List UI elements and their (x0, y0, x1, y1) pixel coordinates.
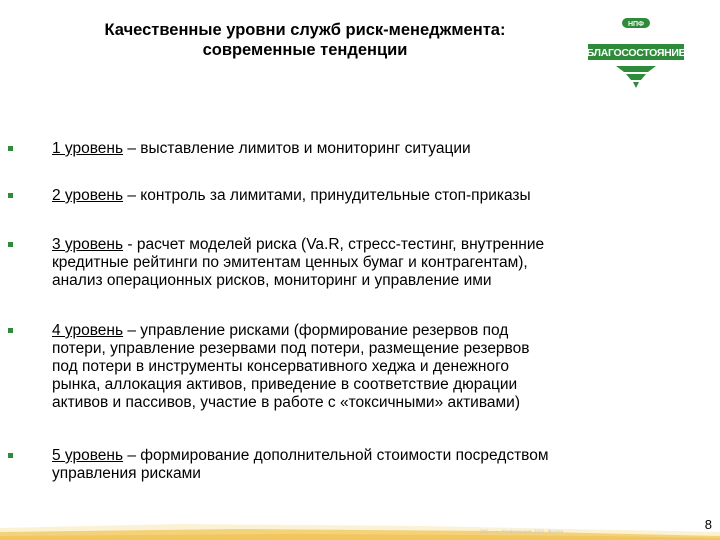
bullet-text-line (52, 376, 662, 394)
footer-stripe-decoration (0, 510, 720, 540)
bullet-text-line (52, 254, 662, 272)
line-text: - расчет моделей риска (Va.R, стресс-тестинг, внутренние (127, 236, 545, 253)
level-label: 4 уровень (52, 322, 124, 339)
slide-title (40, 20, 570, 60)
bullet-text-line (52, 272, 662, 290)
bullet-text (52, 447, 662, 483)
line-text: кредитные рейтинги по эмитентам ценных бумаг и контрагентам), (52, 254, 528, 271)
bullet-text-line (52, 358, 662, 376)
bullet-text-line (52, 322, 662, 340)
bullet-text-line (52, 447, 662, 465)
bullet-marker (8, 146, 13, 151)
bullet-text-line (52, 465, 662, 483)
bullet-marker (8, 328, 13, 333)
bullet-text (52, 322, 662, 412)
bullet-text (52, 236, 662, 290)
line-text: управления рисками (52, 465, 201, 482)
logo-emblem (587, 18, 686, 88)
level-label: 1 уровень (52, 140, 124, 157)
line-text: анализ операционных рисков, мониторинг и управление ими (52, 272, 492, 289)
level-label: 3 уровень (52, 236, 124, 253)
line-text: рынка, аллокация активов, приведение в соответствие дюрации (52, 376, 518, 393)
bullet-text-line (52, 140, 662, 158)
line-text: – формирование дополнительной стоимости посредством (127, 447, 549, 464)
bullet-text (52, 187, 662, 205)
line-text: – контроль за лимитами, принудительные стоп-приказы (127, 187, 531, 204)
logo-wordmark: БЛАГОСОСТОЯНИЕ (586, 47, 686, 59)
bullet-marker (8, 242, 13, 247)
line-text: – выставление лимитов и мониторинг ситуации (127, 140, 471, 157)
level-label: 5 уровень (52, 447, 124, 464)
logo-top-text: НПФ (627, 21, 645, 28)
line-text: – управление рисками (формирование резервов под (127, 322, 509, 339)
slide-title-line-2: современные тенденции (202, 41, 408, 59)
page-number: 8 (704, 517, 712, 532)
bullet-text-line (52, 236, 662, 254)
bullet-text-line (52, 187, 662, 205)
level-label: 2 уровень (52, 187, 124, 204)
bullet-marker (8, 193, 13, 198)
line-text: под потери в инструменты консервативного хеджа и денежного (52, 358, 510, 375)
line-text: активов и пассивов, участие в работе с «токсичными» активами) (52, 394, 520, 411)
bullet-text (52, 140, 662, 158)
footer-caption: ЗАО «...» · Конференция, 2010 · Москва (480, 529, 564, 534)
bullet-marker (8, 453, 13, 458)
company-logo (586, 14, 686, 100)
slide-title-line-1: Качественные уровни служб риск-менеджмента: (104, 21, 506, 39)
line-text: потери, управление резервами под потери, размещение резервов (52, 340, 530, 357)
bullet-text-line (52, 340, 662, 358)
bullet-text-line (52, 394, 662, 412)
